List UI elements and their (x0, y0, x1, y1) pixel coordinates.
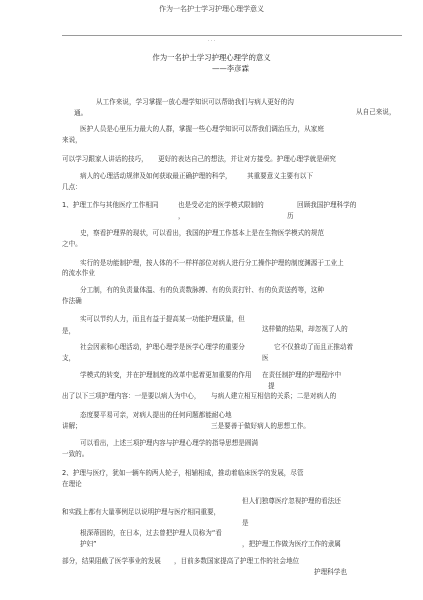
text-line: 与病人建立相互相信的关系；二是对病人的 (211, 392, 337, 400)
text-line: 其重要意义主要有以下 (247, 172, 313, 180)
author-line: ——李彦霖 (212, 64, 249, 73)
text-line: 社会因素和心理活动，护理心理学是医学心理学的重要分 (80, 343, 245, 351)
text-line: 实可以节约人力，而且有益于提高某一功能护理质量，但 (80, 315, 245, 323)
text-line: 之中。 (62, 240, 82, 248)
text-line: 作法确 (62, 297, 82, 305)
text-line: 一致的。 (62, 450, 89, 458)
text-line: 的流水作业 (62, 269, 95, 277)
text-line: 实行的是功能制护理，按人体的不一样样部位对病人进行分工操作护理的制度渊源于工业上 (80, 259, 344, 267)
text-line: 也是受必定的医学模式限制的 (178, 201, 264, 209)
text-line: 出了以下三项护理内容：一是要以病人为中心， (62, 392, 201, 400)
text-line: 分工制，有的负责量体温、有的负责数脉搏、有的负责打针、有的负责送药等，这种 (80, 286, 324, 294)
text-line: 和实践上都有大量事例足以说明护理与医疗相同重要， (62, 508, 221, 516)
text-line: 从自己来说， (356, 108, 396, 116)
text-line: 在理论 (62, 480, 82, 488)
text-line: 根深蒂固的，在日本，过去曾把护理人员称为“看 (80, 529, 222, 537)
text-line: 可以学习跟家人讲话的技巧， (62, 155, 148, 163)
text-line: 是， (62, 327, 76, 335)
text-line: 部分，结果阻截了医学事业的发展 (62, 557, 161, 565)
text-line: ， (178, 212, 185, 220)
text-line: 更好的表达自己的想法，并让对方接受。护理心理学就是研究 (158, 155, 337, 163)
text-line: 这样做的结果，却忽视了人的 (262, 325, 348, 333)
text-line: 1、护理工作与其他医疗工作相同 (62, 201, 159, 209)
text-line: 学模式的转变，并在护理制度的改革中起着更加重要的作用 (80, 371, 252, 379)
text-line: 来说， (62, 136, 82, 144)
text-line: ，把护理工作做为医疗工作的隶属 (242, 540, 341, 548)
text-line: 通。 (74, 109, 88, 117)
document-title: 作为一名护士学习护理心理学的意义 (152, 53, 271, 62)
text-line: 病人的心理活动规律及如何获取最正确护理的科学， (80, 172, 232, 180)
text-line: 护妇” (80, 540, 97, 548)
text-line: 是 (242, 519, 249, 527)
text-line: 医护人员是心里压力最大的人群，掌握一些心理学知识可以帮我们调治压力，从家庭 (80, 125, 324, 133)
text-line: 讲解； (62, 422, 82, 430)
text-line: 史，察看护理界的现状，可以看出，我国的护理工作基本上是在生物医学模式的规范 (80, 229, 324, 237)
header-divider (62, 35, 402, 36)
text-line: 支， (62, 354, 76, 362)
text-line: 回顾我国护理科学的 (297, 201, 357, 209)
text-line: 历 (287, 212, 294, 220)
text-line: 几点： (62, 183, 82, 191)
text-line: 医 (262, 354, 269, 362)
text-line: ，目前多数国家提高了护理工作的社会地位 (174, 557, 300, 565)
text-line: 从工作来说，学习掌握一放心理学知识可以帮助我们与病人更好的沟 (96, 98, 294, 106)
text-line: 2、护理与医疗，犹如一辆车的两人轮子，相辅相成，推动着临床医学的发展，尽管 (62, 469, 304, 477)
text-line: 在责任制护理的护理程序中 (262, 371, 342, 379)
page-header: 作为一名护士学习护理心理学意义 (159, 5, 264, 13)
text-line: 态度要平易可亲，对病人提出的任何问题都能耐心地 (80, 411, 232, 419)
text-line: 护理科学也 (314, 568, 347, 576)
ellipsis-marker: · · · (207, 38, 216, 44)
text-line: 它不仅推动了而且正推动着 (274, 343, 354, 351)
text-line: 但人们独尊医疗忽视护理的看法还 (242, 497, 341, 505)
text-line: 可以看出，上述三项护理内容与护理心理学的指导思想是圆满 (80, 439, 259, 447)
text-line: 三是要善于做好病人的思想工作。 (211, 422, 310, 430)
text-line: 提 (268, 382, 275, 390)
